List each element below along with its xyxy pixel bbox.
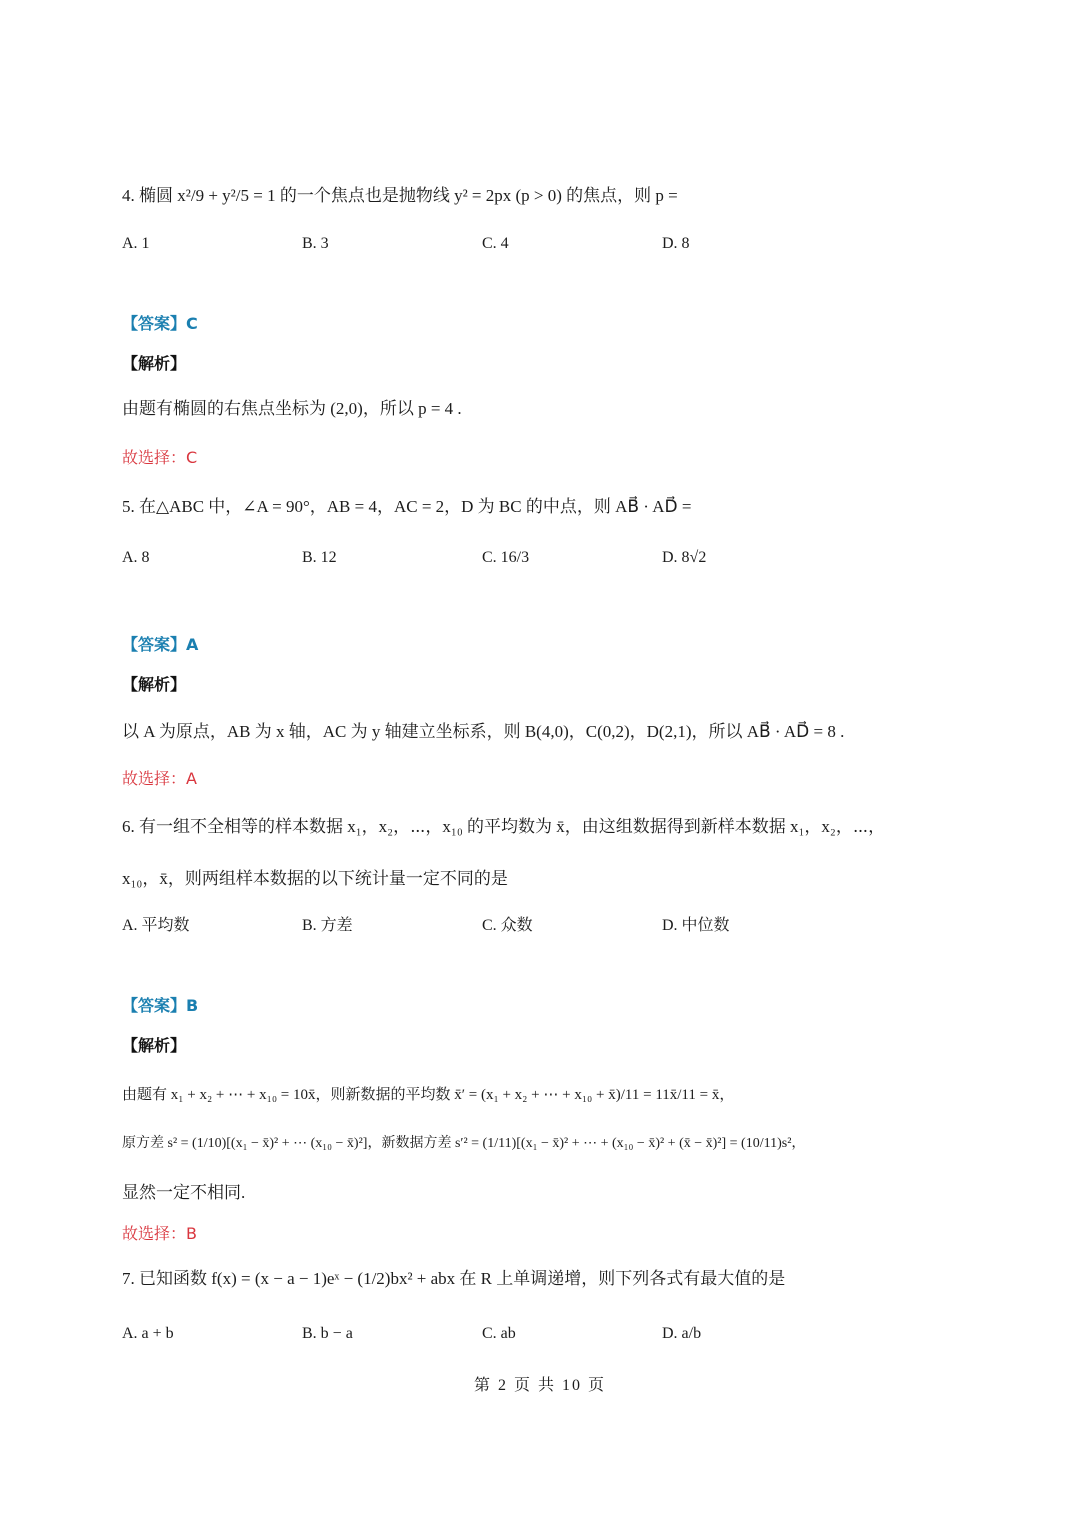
q5-stem: 5. 在△ABC 中，∠A = 90°，AB = 4，AC = 2，D 为 BC 的中点，则 AB⃗ · AD⃗ = — [122, 497, 692, 516]
q7-options — [122, 1322, 842, 1352]
q4-option-a: A. 1 — [122, 235, 150, 252]
q4-option-d: D. 8 — [662, 235, 690, 252]
q6-analysis-line2: 原方差 s² = (1/10)[(x₁ − x̄)² + ⋯ (x₁₀ − x̄)²]，新数据方差 s′² = (1/11)[(x₁ − x̄)² + ⋯ + (x₁₀ − x̄)² + (x̄ − x̄)²] = (10/11)s²， — [122, 1136, 806, 1151]
q4-analysis-label: 【解析】 — [122, 354, 187, 373]
q6-option-c: C. 众数 — [482, 917, 533, 934]
q5-answer: 【答案】A — [122, 635, 199, 654]
q4-option-c: C. 4 — [482, 235, 509, 252]
q6-analysis-label: 【解析】 — [122, 1036, 187, 1055]
q6-option-b: B. 方差 — [302, 917, 353, 934]
q7-stem: 7. 已知函数 f(x) = (x − a − 1)eˣ − (1/2)bx² + abx 在 R 上单调递增，则下列各式有最大值的是 — [122, 1269, 786, 1288]
q6-choose: 故选择：B — [122, 1224, 197, 1243]
q5-choose: 故选择：A — [122, 769, 197, 788]
q4-analysis: 由题有椭圆的右焦点坐标为 (2,0)，所以 p = 4 . — [122, 399, 462, 418]
q6-analysis-line3: 显然一定不相同. — [122, 1183, 246, 1202]
q7-option-d: D. a/b — [662, 1325, 702, 1342]
q5-option-c: C. 16/3 — [482, 549, 530, 566]
q4-choose: 故选择：C — [122, 448, 198, 467]
q4-options — [122, 232, 842, 262]
q6-answer: 【答案】B — [122, 996, 199, 1015]
q7-option-b: B. b − a — [302, 1325, 353, 1342]
q4-option-b: B. 3 — [302, 235, 329, 252]
q4-stem: 4. 椭圆 x²/9 + y²/5 = 1 的一个焦点也是抛物线 y² = 2px (p > 0) 的焦点，则 p = — [122, 186, 678, 205]
q4-answer: 【答案】C — [122, 314, 198, 333]
q5-analysis: 以 A 为原点，AB 为 x 轴，AC 为 y 轴建立坐标系，则 B(4,0)，C(0,2)，D(2,1)，所以 AB⃗ · AD⃗ = 8 . — [122, 722, 845, 741]
q5-option-a: A. 8 — [122, 549, 150, 566]
q5-option-d: D. 8√2 — [662, 549, 707, 566]
q6-analysis-line1: 由题有 x₁ + x₂ + ⋯ + x₁₀ = 10x̄，则新数据的平均数 x̄′ = (x₁ + x₂ + ⋯ + x₁₀ + x̄)/11 = 11x̄/11 = x̄， — [122, 1087, 735, 1103]
q5-options — [122, 546, 842, 576]
q6-option-d: D. 中位数 — [662, 917, 730, 934]
q5-analysis-label: 【解析】 — [122, 675, 187, 694]
q6-options — [122, 914, 842, 944]
q6-option-a: A. 平均数 — [122, 917, 190, 934]
q6-stem-line2: x₁₀，x̄，则两组样本数据的以下统计量一定不同的是 — [122, 869, 508, 888]
q5-option-b: B. 12 — [302, 549, 337, 566]
page-footer: 第 2 页 共 10 页 — [473, 1377, 606, 1394]
q7-option-a: A. a + b — [122, 1325, 174, 1342]
q7-option-c: C. ab — [482, 1325, 516, 1342]
q6-stem-line1: 6. 有一组不全相等的样本数据 x₁，x₂，⋯，x₁₀ 的平均数为 x̄，由这组数据得到新样本数据 x₁，x₂，⋯， — [122, 817, 886, 836]
